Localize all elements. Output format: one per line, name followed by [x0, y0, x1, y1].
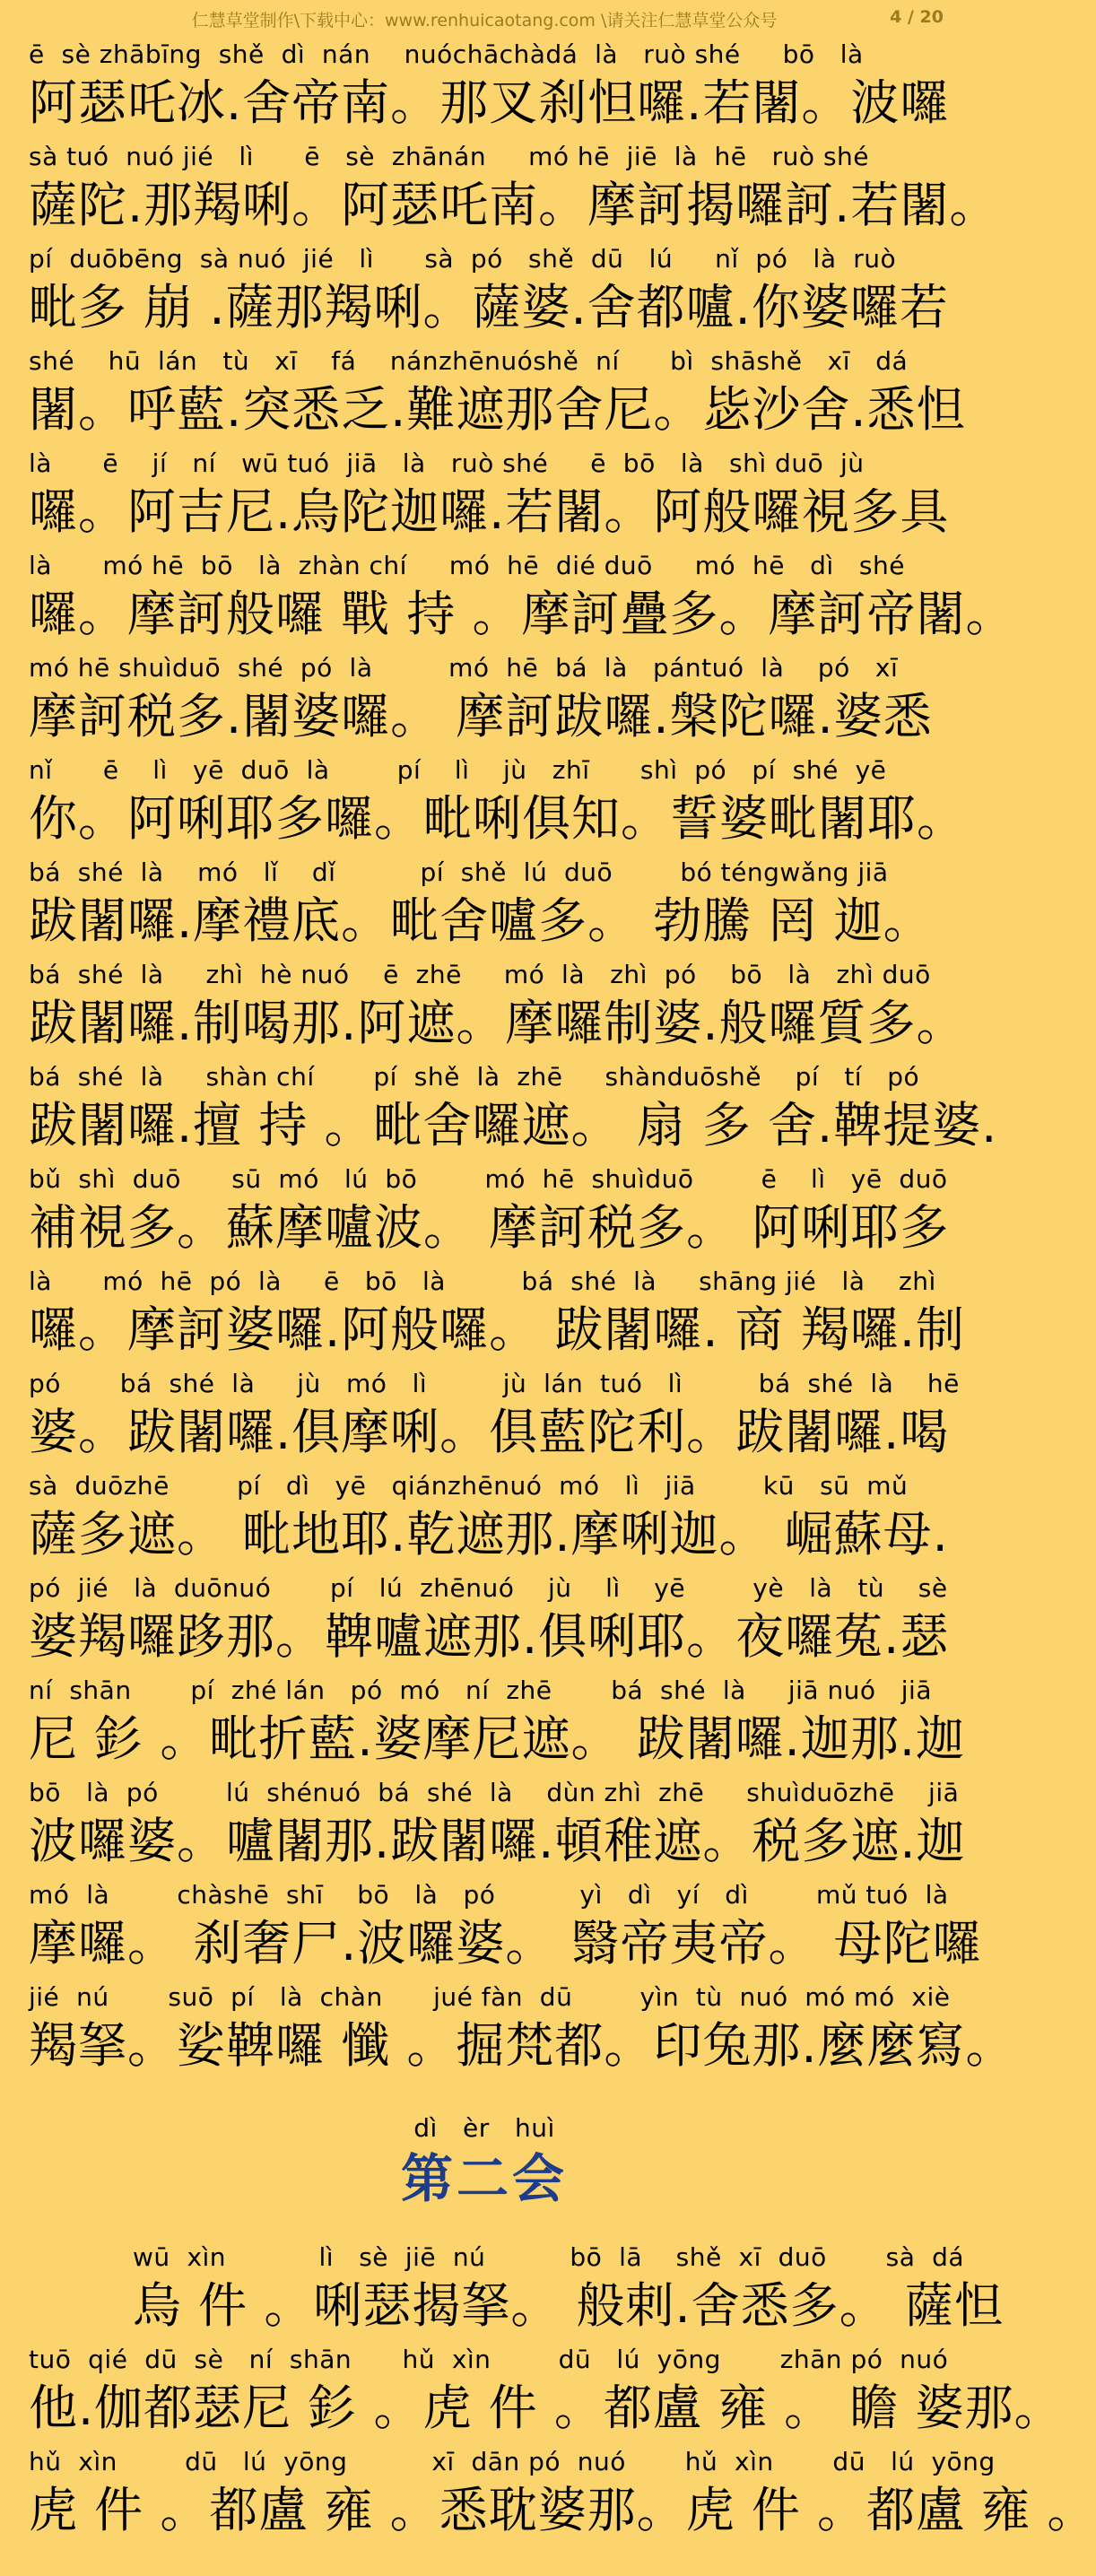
verse-hanzi: 羯拏。娑鞞囉 懺 。掘梵都。印兔那.麼麼寫。 [29, 2017, 1015, 2074]
verse-line [29, 1774, 966, 1876]
verse-pinyin: ē sè zhābīng shě dì nán nuóchāchàdá là ruò shé bō là [29, 39, 864, 69]
verse-hanzi: 尼 釤 。毗折藍.婆摩尼遮。 跋闍囉.迦那.迦 [29, 1710, 965, 1767]
verse-line [29, 2341, 1064, 2443]
section-heading [0, 2110, 969, 2210]
verse-pinyin: pó jié là duōnuó pí lú zhēnuó jù lì yē yè là tù sè [29, 1573, 948, 1603]
verse-pinyin: bō là pó lú shénuó bá shé là dùn zhì zhē shuìduōzhē jiā [29, 1778, 960, 1807]
verse-pinyin: ní shān pí zhé lán pó mó ní zhē bá shé là jiā nuó jiā [29, 1675, 932, 1705]
verse-pinyin: pó bá shé là jù mó lì jù lán tuó lì bá shé là hē [29, 1369, 960, 1398]
verse-pinyin: hǔ xìn dū lú yōng xī dān pó nuó hǔ xìn dū lú yōng [29, 2447, 996, 2476]
verse-hanzi: 囉。阿吉尼.烏陀迦囉.若闍。阿般囉視多具 [29, 483, 950, 540]
verse-pinyin: tuō qié dū sè ní shān hǔ xìn dū lú yōng zhān pó nuó [29, 2345, 949, 2374]
verse-hanzi: 烏 件 。唎瑟揭拏。 般剌.舍悉多。 薩怛 [133, 2277, 1004, 2334]
verse-pinyin: sà tuó nuó jié lì ē sè zhānán mó hē jiē là hē ruò shé [29, 142, 869, 171]
verse-line [29, 343, 966, 445]
verse-hanzi: 跋闍囉.制喝那.阿遮。摩囉制婆.般囉質多。 [29, 995, 966, 1051]
verse-pinyin: bǔ shì duō sū mó lú bō mó hē shuìduō ē lì yē duō [29, 1164, 948, 1194]
verse-line [29, 36, 950, 138]
verse-line [29, 1161, 950, 1263]
verse-hanzi: 補視多。蘇摩嚧波。 摩訶税多。 阿唎耶多 [29, 1199, 950, 1256]
verse-pinyin: bá shé là zhì hè nuó ē zhē mó là zhì pó bō là zhì duō [29, 960, 931, 989]
verse-line [29, 956, 966, 1058]
verse-line [29, 1570, 950, 1672]
verse-pinyin: bá shé là shàn chí pí shě là zhē shànduōshě pí tí pó [29, 1062, 920, 1092]
verse-pinyin: là mó hē pó là ē bō là bá shé là shāng jié là zhì [29, 1266, 936, 1296]
page-number: 4 / 20 [890, 7, 944, 27]
verse-hanzi: 囉。摩訶婆囉.阿般囉。 跋闍囉. 商 羯囉.制 [29, 1301, 965, 1358]
verse-line [29, 1467, 949, 1570]
verse-pinyin: wū xìn lì sè jiē nú bō lā shě xī duō sà dá [133, 2242, 965, 2272]
verse-hanzi: 虎 件 。都盧 雍 。悉耽婆那。虎 件 。都盧 雍 。 [29, 2482, 1096, 2538]
verse-pinyin: mó là chàshē shī bō là pó yì dì yí dì mǔ tuó là [29, 1880, 949, 1910]
verse-line [29, 1876, 982, 1979]
verse-hanzi: 阿瑟吒冰.舍帝南。那叉刹怛囉.若闍。波囉 [29, 74, 950, 131]
verse-hanzi: 囉。摩訶般囉 戰 持 。摩訶疊多。摩訶帝闍。 [29, 586, 1015, 642]
verse-pinyin: nǐ ē lì yē duō là pí lì jù zhī shì pó pí shé yē [29, 755, 887, 785]
verse-line [29, 649, 940, 752]
verse-line [29, 1365, 960, 1467]
verse-line [29, 854, 940, 956]
verse-hanzi: 薩多遮。 毗地耶.乾遮那.摩唎迦。 崛蘇母. [29, 1506, 949, 1562]
verse-hanzi: 婆羯囉跢那。鞞嚧遮那.俱唎耶。夜囉菟.瑟 [29, 1608, 950, 1665]
verse-pinyin: là mó hē bō là zhàn chí mó hē dié duō mó hē dì shé [29, 551, 905, 580]
section-pinyin: dì èr huì [413, 2113, 555, 2143]
verse-line [29, 240, 949, 343]
verse-block-2 [29, 2239, 1096, 2546]
verse-line [29, 2239, 1004, 2341]
verse-line [29, 547, 1015, 649]
verse-block-1 [29, 36, 1015, 2081]
verse-pinyin: sà duōzhē pí dì yē qiánzhēnuó mó lì jiā kū sū mǔ [29, 1471, 909, 1501]
verse-hanzi: 摩訶税多.闍婆囉。 摩訶跋囉.槃陀囉.婆悉 [29, 688, 933, 744]
verse-pinyin: pí duōbēng sà nuó jié lì sà pó shě dū lú nǐ pó là ruò [29, 244, 897, 274]
verse-line [29, 445, 950, 547]
verse-pinyin: shé hū lán tù xī fá nánzhēnuóshě ní bì shāshě xī dá [29, 346, 909, 376]
verse-line [29, 138, 999, 240]
verse-line [29, 1979, 1015, 2081]
verse-hanzi: 波囉婆。嚧闍那.跋闍囉.頓稚遮。税多遮.迦 [29, 1813, 966, 1869]
verse-hanzi: 跋闍囉.擅 持 。毗舍囉遮。 扇 多 舍.鞞提婆. [29, 1097, 998, 1153]
verse-pinyin: là ē jí ní wū tuó jiā là ruò shé ē bō là shì duō jù [29, 448, 865, 478]
verse-pinyin: mó hē shuìduō shé pó là mó hē bá là pántuó là pó xī [29, 653, 899, 683]
header-credit: 仁慧草堂制作\下载中心：www.renhuicaotang.com \请关注仁慧草堂公众号 [191, 11, 778, 30]
verse-line [29, 752, 966, 854]
verse-hanzi: 闍。呼藍.突悉乏.難遮那舍尼。毖沙舍.悉怛 [29, 381, 966, 438]
verse-hanzi: 你。阿唎耶多囉。毗唎俱知。誓婆毗闍耶。 [29, 790, 966, 847]
verse-hanzi: 薩陀.那羯唎。阿瑟吒南。摩訶揭囉訶.若闍。 [29, 177, 999, 233]
verse-line [29, 2443, 1096, 2546]
verse-hanzi: 毗多 崩 .薩那羯唎。薩婆.舍都嚧.你婆囉若 [29, 279, 949, 335]
verse-line [29, 1263, 965, 1365]
verse-pinyin: jié nú suō pí là chàn jué fàn dū yìn tù nuó mó mó xiè [29, 1982, 951, 2012]
verse-hanzi: 摩囉。 刹奢尸.波囉婆。 翳帝夷帝。 母陀囉 [29, 1915, 982, 1971]
verse-hanzi: 婆。跋闍囉.俱摩唎。俱藍陀利。跋闍囉.喝 [29, 1404, 950, 1460]
section-title: 第二会 [400, 2148, 568, 2209]
verse-line [29, 1058, 998, 1161]
verse-hanzi: 他.伽都瑟尼 釤 。虎 件 。都盧 雍 。 瞻 婆那。 [29, 2380, 1064, 2436]
verse-hanzi: 跋闍囉.摩禮底。毗舍嚧多。 勃騰 罔 迦。 [29, 892, 933, 949]
page-header [0, 7, 969, 36]
verse-pinyin: bá shé là mó lǐ dǐ pí shě lú duō bó téngwǎng jiā [29, 857, 889, 887]
verse-line [29, 1672, 965, 1774]
